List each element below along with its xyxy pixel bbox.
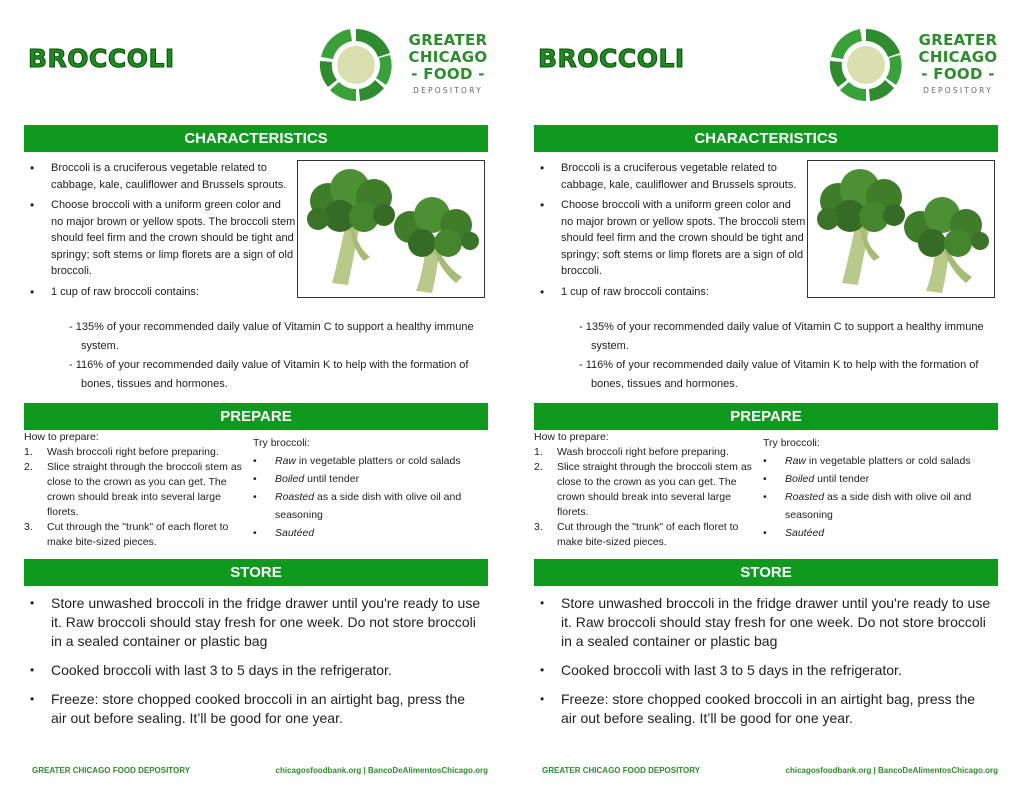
list-item: 3. Cut through the "trunk" of each floret to make bite-sized pieces. [24,521,229,548]
logo-line-1: GREATER [408,31,488,49]
store-list [534,594,994,738]
logo-line-3: - FOOD - [921,65,995,83]
food-depository-logo-icon [826,26,1002,104]
nutrient-list [579,318,989,394]
logo-line-1: GREATER [918,31,998,49]
section-header-prepare: PREPARE [24,403,488,430]
prepare-steps [24,430,252,550]
list-item: • Sautéed [253,524,489,542]
broccoli-right-icon [904,197,989,293]
list-item: • Store unwashed broccoli in the fridge drawer until you're ready to use it. Raw broccoli should stay fresh for one week. Do not store broccoli in a sealed container or plastic bag [534,594,994,651]
nutrient-list [69,318,479,394]
broccoli-image [297,160,485,298]
page-title: BROCCOLI [28,44,175,73]
list-item: • Cooked broccoli with last 3 to 5 days in the refrigerator. [24,661,484,680]
list-item: 1. Wash broccoli right before preparing. [534,446,729,458]
section-header-characteristics: CHARACTERISTICS [534,125,998,152]
broccoli-image [807,160,995,298]
try-heading: Try broccoli: [253,437,310,449]
prepare-steps [534,430,762,550]
list-item: 3. Cut through the "trunk" of each floret to make bite-sized pieces. [534,521,739,548]
list-item: • Broccoli is a cruciferous vegetable related to cabbage, kale, cauliflower and Brussels sprouts. [24,160,296,193]
list-item: • Freeze: store chopped cooked broccoli in an airtight bag, press the air out before sealing. It’ll be good for one year. [534,690,994,728]
list-item: • Freeze: store chopped cooked broccoli in an airtight bag, press the air out before sealing. It’ll be good for one year. [24,690,484,728]
list-item: • Sautéed [763,524,999,542]
list-item: - 135% of your recommended daily value of Vitamin C to support a healthy immune system. [69,321,474,352]
logo-wordmark [402,32,494,95]
characteristics-list [534,160,806,304]
list-item: • Choose broccoli with a uniform green color and no major brown or yellow spots. The broccoli stem should feel firm and the crown should be tight and springy; soft stems or limp florets are a sign of old broccoli. [534,197,806,280]
flyer-panel-right [534,0,998,788]
logo-mark-icon [826,26,910,104]
logo-line-4: DEPOSITORY [923,86,993,95]
footer-links[interactable]: chicagosfoodbank.org | BancoDeAlimentosChicago.org [785,766,998,775]
list-item: • 1 cup of raw broccoli contains: [24,284,296,301]
list-item: • 1 cup of raw broccoli contains: [534,284,806,301]
list-item: • Choose broccoli with a uniform green color and no major brown or yellow spots. The broccoli stem should feel firm and the crown should be tight and springy; soft stems or limp florets are a sign of old broccoli. [24,197,296,280]
list-item: - 116% of your recommended daily value of Vitamin K to help with the formation of bones, tissues and hormones. [69,359,469,390]
footer-links[interactable]: chicagosfoodbank.org | BancoDeAlimentosChicago.org [275,766,488,775]
try-list [253,434,489,542]
list-item: • Boiled until tender [763,470,999,488]
section-header-store: STORE [534,559,998,586]
section-header-store: STORE [24,559,488,586]
list-item: • Broccoli is a cruciferous vegetable related to cabbage, kale, cauliflower and Brussels sprouts. [534,160,806,193]
store-list [24,594,484,738]
list-item: • Roasted as a side dish with olive oil and seasoning [763,488,999,524]
characteristics-list [24,160,296,304]
list-item: - 116% of your recommended daily value of Vitamin K to help with the formation of bones, tissues and hormones. [579,359,979,390]
food-depository-logo-icon [316,26,492,104]
logo-mark-icon [316,26,400,104]
list-item: • Roasted as a side dish with olive oil and seasoning [253,488,489,524]
logo-line-2: CHICAGO [408,48,488,66]
broccoli-left-icon [817,169,905,285]
page-title: BROCCOLI [538,44,685,73]
list-item: • Boiled until tender [253,470,489,488]
section-header-characteristics: CHARACTERISTICS [24,125,488,152]
list-item: • Raw in vegetable platters or cold salads [763,452,999,470]
logo-line-3: - FOOD - [411,65,485,83]
footer-org: GREATER CHICAGO FOOD DEPOSITORY [542,766,701,775]
broccoli-left-icon [307,169,395,285]
footer-org: GREATER CHICAGO FOOD DEPOSITORY [32,766,191,775]
logo-wordmark [912,32,1004,95]
try-heading: Try broccoli: [763,437,820,449]
list-item: 1. Wash broccoli right before preparing. [24,446,219,458]
prepare-heading: How to prepare: [534,431,609,443]
section-header-prepare: PREPARE [534,403,998,430]
prepare-heading: How to prepare: [24,431,99,443]
try-list [763,434,999,542]
broccoli-right-icon [394,197,479,293]
list-item: 2. Slice straight through the broccoli stem as close to the crown as you can get. The crown should break into several large florets. [534,461,752,518]
list-item: • Raw in vegetable platters or cold salads [253,452,489,470]
logo-line-4: DEPOSITORY [413,86,483,95]
list-item: - 135% of your recommended daily value of Vitamin C to support a healthy immune system. [579,321,984,352]
list-item: • Cooked broccoli with last 3 to 5 days in the refrigerator. [534,661,994,680]
flyer-panel-left [24,0,488,788]
list-item: • Store unwashed broccoli in the fridge drawer until you're ready to use it. Raw broccoli should stay fresh for one week. Do not store broccoli in a sealed container or plastic bag [24,594,484,651]
list-item: 2. Slice straight through the broccoli stem as close to the crown as you can get. The crown should break into several large florets. [24,461,242,518]
logo-line-2: CHICAGO [918,48,998,66]
